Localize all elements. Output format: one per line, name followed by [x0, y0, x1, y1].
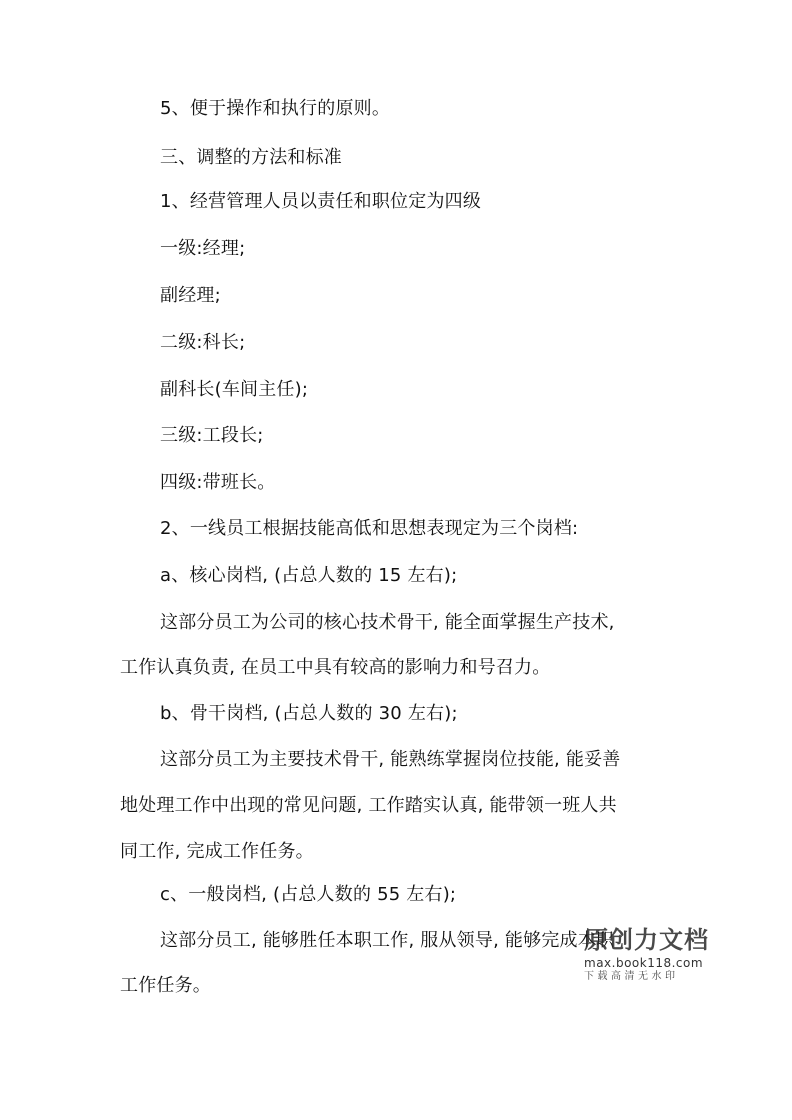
text-line: 一级:经理;: [160, 238, 246, 259]
text-line: 同工作, 完成工作任务。: [120, 841, 314, 862]
text-line: b、骨干岗档, (占总人数的 30 左右);: [160, 703, 458, 724]
text-line: 二级:科长;: [160, 332, 246, 353]
text-line: 这部分员工, 能够胜任本职工作, 服从领导, 能够完成本职: [160, 930, 615, 951]
text-line: 这部分员工为公司的核心技术骨干, 能全面掌握生产技术,: [160, 612, 615, 633]
text-line: a、核心岗档, (占总人数的 15 左右);: [160, 565, 458, 586]
watermark-title: 原创力文档: [584, 926, 709, 954]
text-line: 这部分员工为主要技术骨干, 能熟练掌握岗位技能, 能妥善: [160, 749, 621, 770]
text-line: 地处理工作中出现的常见问题, 工作踏实认真, 能带领一班人共: [120, 795, 617, 816]
text-line: 副科长(车间主任);: [160, 379, 309, 400]
text-line: 副经理;: [160, 285, 221, 306]
watermark-subtitle: 下载高清无水印: [584, 971, 679, 982]
text-line: c、一般岗档, (占总人数的 55 左右);: [160, 884, 457, 905]
text-line: 2、一线员工根据技能高低和思想表现定为三个岗档:: [160, 518, 579, 539]
text-line: 1、经营管理人员以责任和职位定为四级: [160, 191, 482, 212]
text-line: 工作任务。: [120, 975, 211, 996]
text-line: 四级:带班长。: [160, 472, 276, 493]
text-line: 工作认真负责, 在员工中具有较高的影响力和号召力。: [120, 657, 551, 678]
watermark-url: max.book118.com: [584, 956, 704, 970]
section-heading: 三、调整的方法和标准: [160, 147, 342, 168]
text-line: 三级:工段长;: [160, 425, 264, 446]
text-line: 5、便于操作和执行的原则。: [160, 98, 391, 119]
